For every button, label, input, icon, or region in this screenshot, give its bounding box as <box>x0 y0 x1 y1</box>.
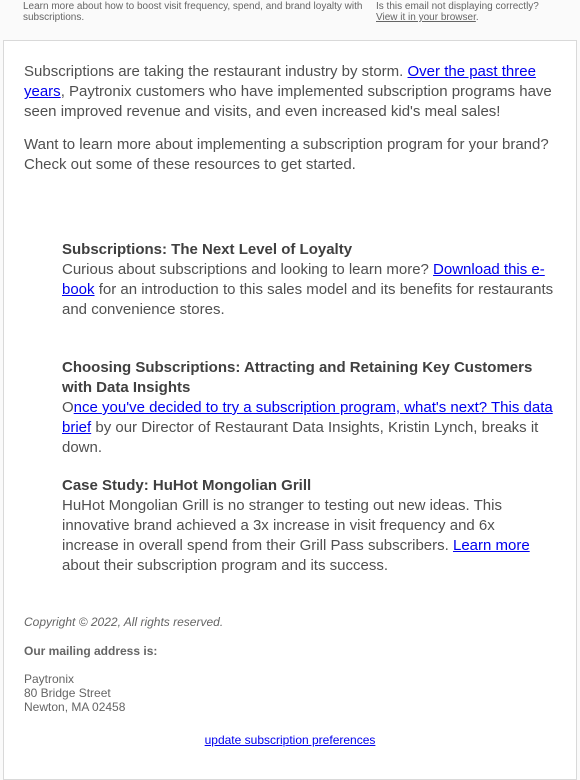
view-in-browser-link[interactable]: View it in your browser <box>376 12 476 23</box>
section-text-before: Curious about subscriptions and looking to learn more? <box>62 261 434 278</box>
section-next-level-loyalty <box>62 240 554 320</box>
address-street: 80 Bridge Street <box>24 686 111 700</box>
mailing-address-label: Our mailing address is: <box>24 644 158 658</box>
intro <box>24 62 558 175</box>
section-title: Case Study: HuHot Mongolian Grill <box>62 477 312 494</box>
email-body <box>3 40 577 780</box>
preheader-summary: Learn more about how to boost visit frequency, spend, and brand loyalty with subscriptions. <box>23 1 363 23</box>
copyright: Copyright © 2022, All rights reserved. <box>24 615 224 629</box>
section-text <box>62 260 554 320</box>
address-city: Newton, MA 02458 <box>24 700 126 714</box>
learn-more-link[interactable]: Learn more <box>452 537 530 554</box>
preheader <box>0 0 580 40</box>
section-choosing-subscriptions <box>62 358 554 458</box>
section-title: Choosing Subscriptions: Attracting and Retaining Key Customers with Data Insights <box>62 359 533 396</box>
preferences <box>4 733 576 747</box>
mailing-address <box>24 672 558 714</box>
not-displaying-text: Is this email not displaying correctly? <box>376 1 539 12</box>
intro-text-2: , Paytronix customers who have implemented subscription programs have seen improved revenue and visits, and even increased kid's meal sales! <box>24 83 552 120</box>
view-suffix: . <box>475 12 479 23</box>
address-company: Paytronix <box>24 672 75 686</box>
section-text-before: O <box>62 399 74 416</box>
past-three-years-link[interactable]: Over the past three years <box>24 63 536 100</box>
data-brief-link[interactable]: nce you've decided to try a subscription program, what's next? This data brief <box>62 399 553 436</box>
download-ebook-link[interactable]: Download this e-book <box>62 261 545 298</box>
preheader-browser-notice <box>376 1 566 23</box>
section-text-after: for an introduction to this sales model and its benefits for restaurants and convenience stores. <box>62 281 554 318</box>
section-huhot-case-study <box>62 476 554 576</box>
update-preferences-link[interactable]: update subscription preferences <box>204 733 376 747</box>
section-text-after: about their subscription program and its success. <box>62 557 388 574</box>
section-title: Subscriptions: The Next Level of Loyalty <box>62 241 353 258</box>
intro-paragraph-2: Want to learn more about implementing a subscription program for your brand? Check out some of these resources to get started. <box>24 136 549 173</box>
intro-text-1: Subscriptions are taking the restaurant industry by storm. <box>24 63 408 80</box>
intro-paragraph-1 <box>24 62 558 122</box>
section-text <box>62 496 554 576</box>
section-text-after: by our Director of Restaurant Data Insights, Kristin Lynch, breaks it down. <box>62 419 539 456</box>
section-text <box>62 398 554 458</box>
section-text-before: HuHot Mongolian Grill is no stranger to testing out new ideas. This innovative brand achieved a 3x increase in visit frequency and 6x increase in overall spend from their Grill Pass subscribers. <box>62 497 502 554</box>
